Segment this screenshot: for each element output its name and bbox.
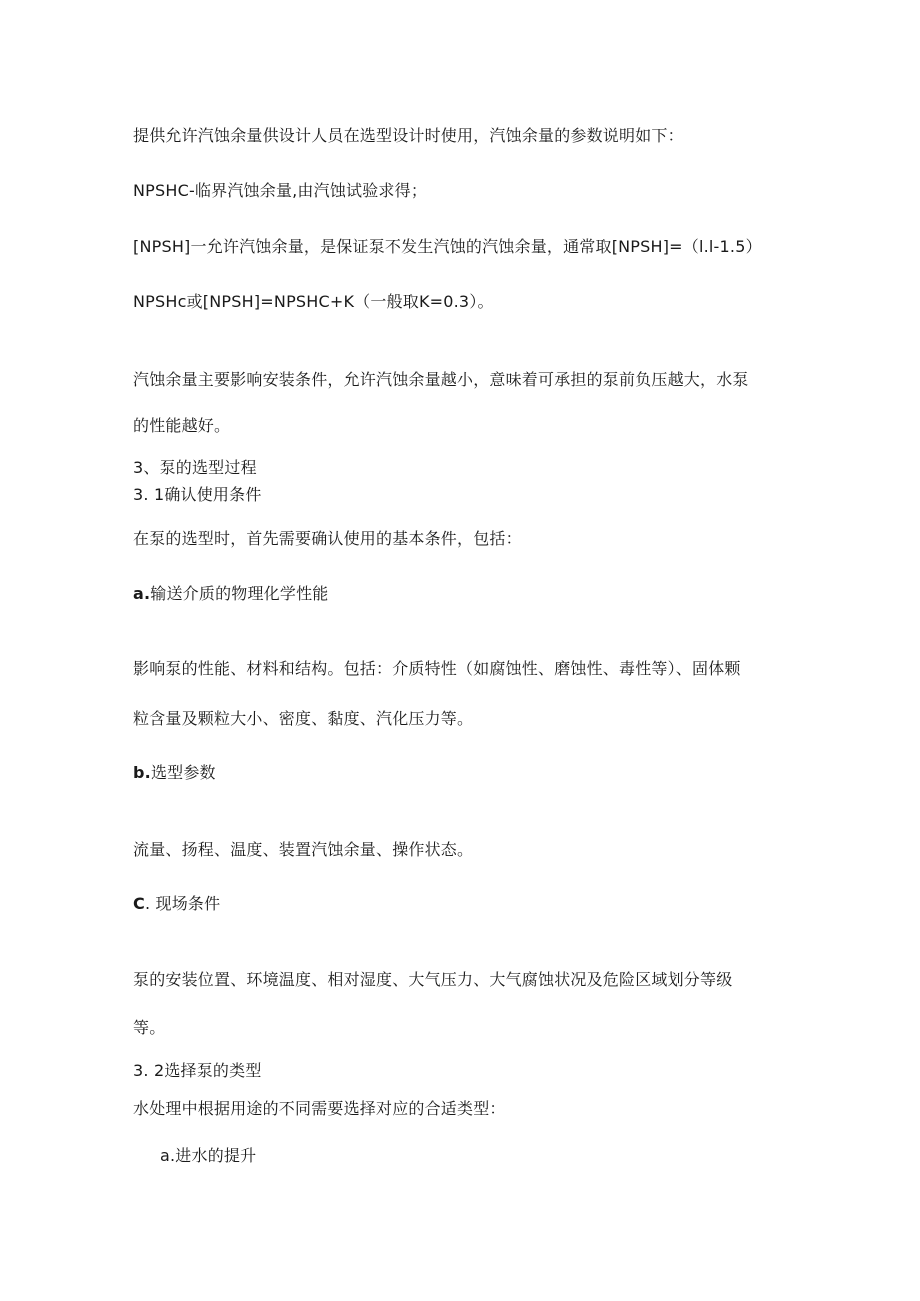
- paragraph-selection-parameters: 流量、扬程、温度、装置汽蚀余量、操作状态。: [133, 840, 474, 859]
- item-b-heading: [133, 763, 216, 783]
- item-c-heading: [133, 894, 220, 914]
- paragraph-pump-type-selection: 水处理中根据用途的不同需要选择对应的合适类型：: [133, 1099, 506, 1118]
- item-a-heading: [133, 584, 328, 604]
- paragraph-site-conditions-line2: 等。: [133, 1018, 166, 1037]
- item-a-label: a.: [133, 584, 151, 603]
- item-c-text: . 现场条件: [144, 894, 221, 913]
- item-c-label: C: [133, 894, 145, 913]
- paragraph-npsh-effect-line1: 汽蚀余量主要影响安装条件，允许汽蚀余量越小，意味着可承担的泵前负压越大，水泵: [133, 370, 749, 389]
- list-item-water-intake: a.进水的提升: [160, 1146, 257, 1165]
- paragraph-allowable-npsh: [NPSH]一允许汽蚀余量，是保证泵不发生汽蚀的汽蚀余量，通常取[NPSH]=（l.l-1.5）: [133, 237, 762, 256]
- paragraph-basic-conditions: 在泵的选型时，首先需要确认使用的基本条件，包括：: [133, 529, 522, 548]
- section-heading-3-2: 3. 2选择泵的类型: [133, 1061, 262, 1080]
- paragraph-media-properties-line1: 影响泵的性能、材料和结构。包括：介质特性（如腐蚀性、磨蚀性、毒性等）、固体颗: [133, 659, 741, 678]
- paragraph-npsh-effect-line2: 的性能越好。: [133, 416, 231, 435]
- item-b-text: 选型参数: [150, 763, 216, 782]
- item-b-label: b.: [133, 763, 151, 782]
- paragraph-npshc-definition: NPSHC-临界汽蚀余量,由汽蚀试验求得；: [133, 181, 428, 200]
- paragraph-site-conditions-line1: 泵的安装位置、环境温度、相对湿度、大气压力、大气腐蚀状况及危险区域划分等级: [133, 970, 733, 989]
- section-heading-3: 3、泵的选型过程: [133, 458, 257, 477]
- paragraph-npsh-intro: 提供允许汽蚀余量供设计人员在选型设计时使用，汽蚀余量的参数说明如下：: [133, 126, 684, 145]
- section-heading-3-1: 3. 1确认使用条件: [133, 485, 262, 504]
- paragraph-npsh-formula: NPSHc或[NPSH]=NPSHC+K（一般取K=0.3）。: [133, 292, 494, 311]
- paragraph-media-properties-line2: 粒含量及颗粒大小、密度、黏度、汽化压力等。: [133, 709, 474, 728]
- item-a-text: 输送介质的物理化学性能: [150, 584, 329, 603]
